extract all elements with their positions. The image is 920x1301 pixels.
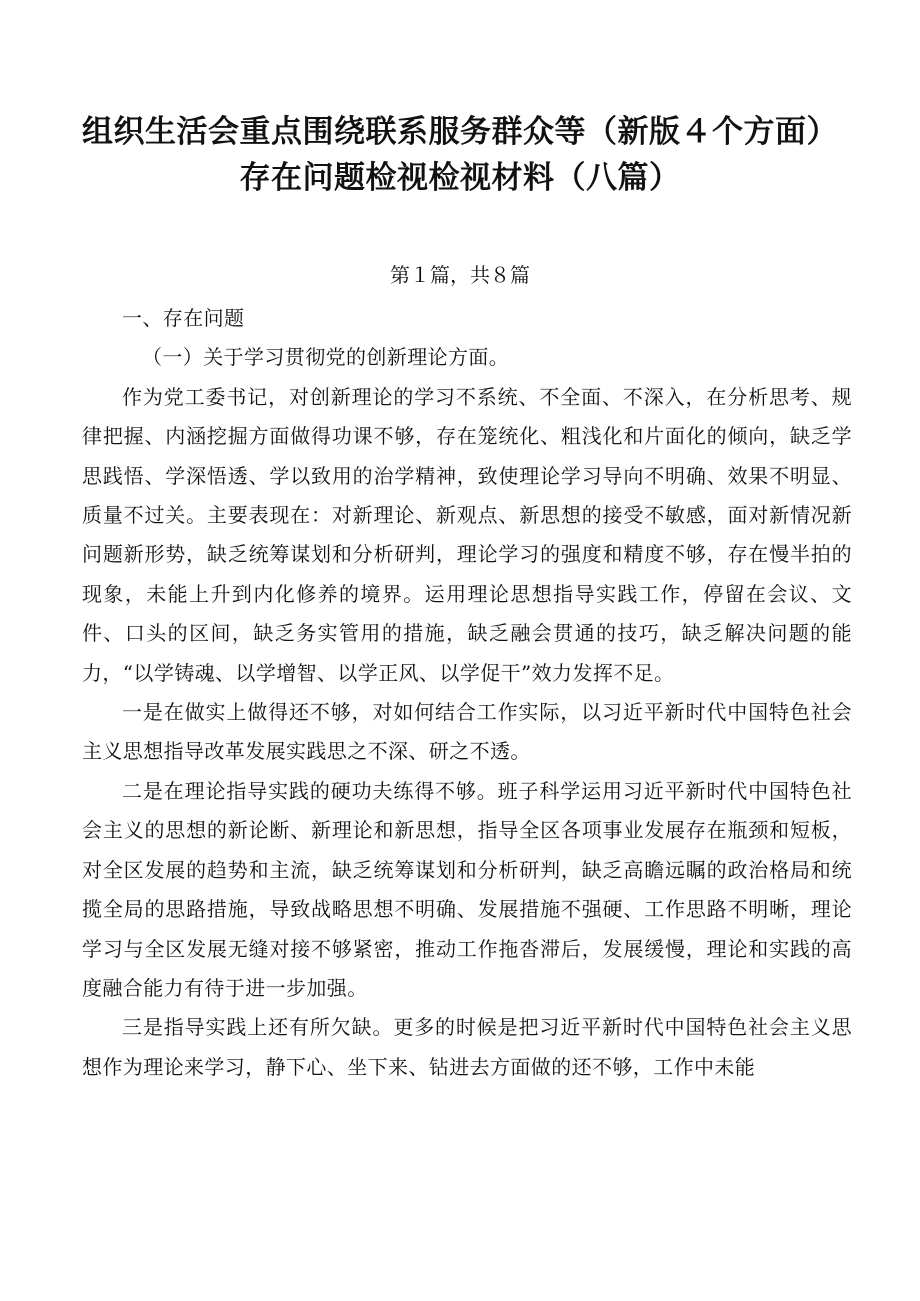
paragraph: 二是在理论指导实践的硬功夫练得不够。班子科学运用习近平新时代中国特色社会主义的思想的新论断、新理论和新思想，指导全区各项事业发展存在瓶颈和短板，对全区发展的趋势和主流，缺乏统筹谋划和分析研判，缺乏高瞻远瞩的政治格局和统揽全局的思路措施，导致战略思想不明确、发展措施不强硬、工作思路不明晰，理论学习与全区发展无缝对接不够紧密，推动工作拖沓滞后，发展缓慢，理论和实践的高度融合能力有待于进一步加强。 xyxy=(82,778,852,1000)
document-title-line2: 存在问题检视检视材料（八篇） xyxy=(239,160,681,196)
paragraph: 一是在做实上做得还不够，对如何结合工作实际，以习近平新时代中国特色社会主义思想指导改革发展实践思之不深、研之不透。 xyxy=(82,700,852,764)
paragraph: 三是指导实践上还有所欠缺。更多的时候是把习近平新时代中国特色社会主义思想作为理论来学习，静下心、坐下来、钻进去方面做的还不够，工作中未能 xyxy=(82,1015,852,1079)
section-heading: 一、存在问题 xyxy=(122,306,245,330)
document-part-indicator: 第１篇，共８篇 xyxy=(390,263,530,287)
document-title-line1: 组织生活会重点围绕联系服务群众等（新版４个方面） xyxy=(82,114,838,150)
paragraph: 作为党工委书记，对创新理论的学习不系统、不全面、不深入，在分析思考、规律把握、内涵挖掘方面做得功课不够，存在笼统化、粗浅化和片面化的倾向，缺乏学思践悟、学深悟透、学以致用的治学精神，致使理论学习导向不明确、效果不明显、质量不过关。主要表现在：对新理论、新观点、新思想的接受不敏感，面对新情况新问题新形势，缺乏统筹谋划和分析研判，理论学习的强度和精度不够，存在慢半拍的现象，未能上升到内化修养的境界。运用理论思想指导实践工作，停留在会议、文件、口头的区间，缺乏务实管用的措施，缺乏融会贯通的技巧，缺乏解决问题的能力，“以学铸魂、以学增智、以学正风、以学促干”效力发挥不足。 xyxy=(82,384,852,685)
subsection-heading: （一）关于学习贯彻党的创新理论方面。 xyxy=(142,345,510,370)
document-body xyxy=(82,299,852,1087)
